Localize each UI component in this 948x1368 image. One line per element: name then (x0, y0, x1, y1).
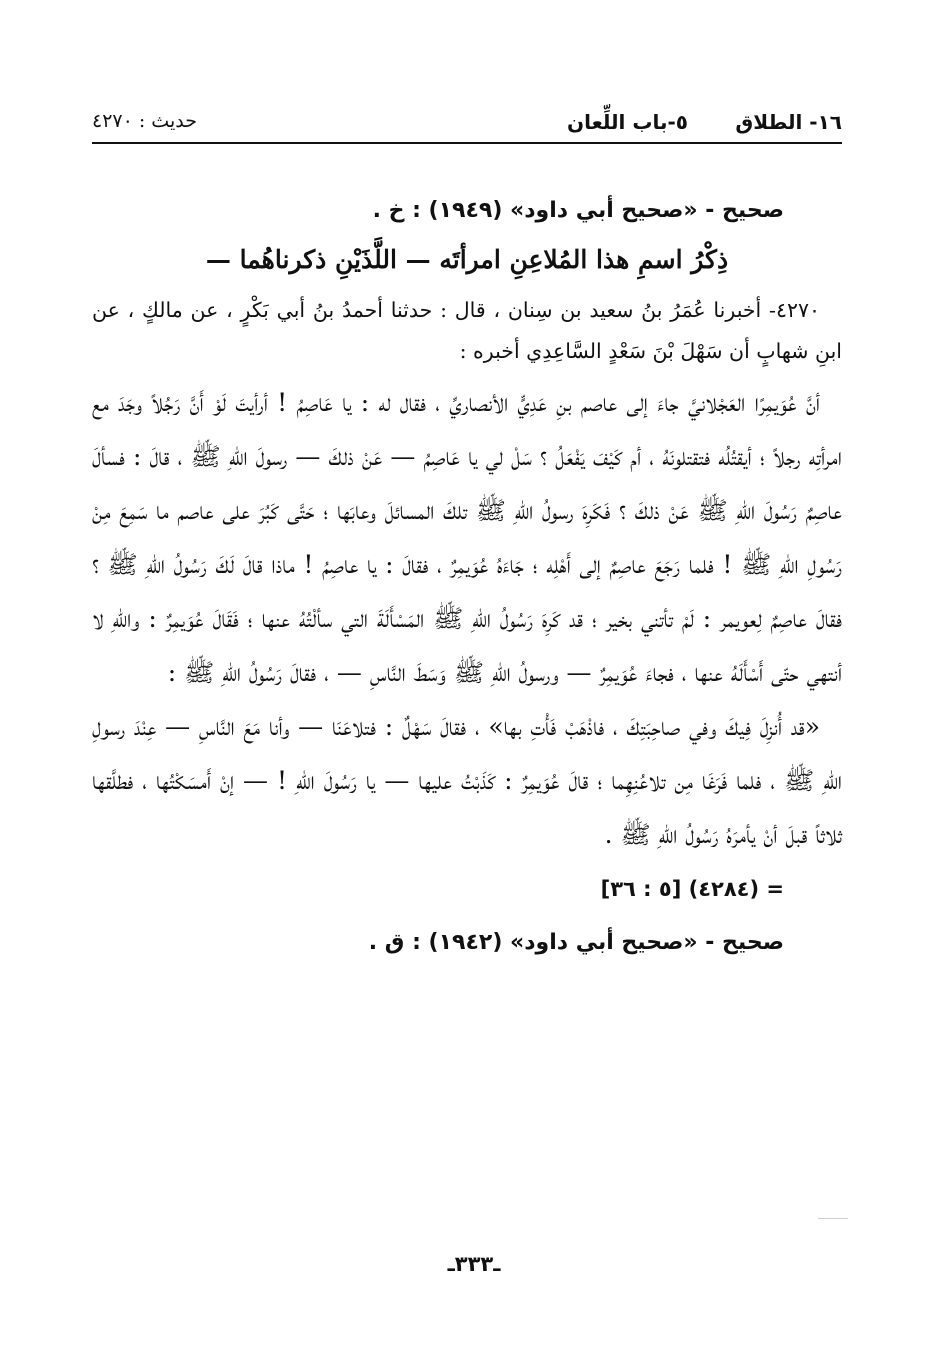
section-title: ٥-باب اللِّعان (567, 110, 688, 134)
running-header (92, 106, 842, 140)
scan-artifact-line (818, 1218, 848, 1219)
header-divider (92, 142, 842, 144)
chapter-heading: ذِكْرُ اسمِ هذا المُلاعِنِ امرأتَه — اللَّذَيْنِ ذكرناهُما — (205, 245, 729, 274)
previous-hadith-grade: صحيح - «صحيح أبي داود» (١٩٤٩) : خ . (372, 198, 784, 223)
hadith-text-paragraph-1: أنَّ عُوَيمِرًا العَجْلانيَّ جاءَ إلى عاصم بنِ عَدِيٍّ الأنصاريِّ ، فقال له : يا عَاصِمُ ! أرأيتَ لَوْ أَنَّ رَجُلاً وجَدَ مع امرأتِه رجلاً ؛ أيقتُلُه فتقتلونَهُ ، أم كَيْفَ يَفْعَلُ ؟ سَلْ لي يا عَاصِمُ — عَنْ ذلكَ — رسولَ اللّهِ ﷺ ، قالَ : فسألَ عاصِمٌ رَسُولَ اللّهِ ﷺ عَنْ ذلكَ ؟ فَكَرِهَ رسولُ اللّهِ ﷺ تلكَ المسائلَ وعابَها ؛ حَتَّى كَبُرَ على عاصم ما سَمِعَ مِنْ رَسُولِ اللّهِ ﷺ ! فلما رَجَعَ عاصِمٌ إلى أَهْلِه ؛ جَاءَهُ عُوَيمِرٌ ، فقالَ : يا عاصِمُ ! ماذا قالَ لَكَ رَسُولُ اللّهِ ﷺ ؟ فقالَ عاصِمٌ لِعويمر : لَمْ تأتني بخير ؛ قد كَرِهَ رَسُولُ اللّهِ ﷺ المَسْأَلَةَ التي سألْتُهُ عنها ؛ فَقَالَ عُوَيمِرٌ : واللّهِ لا أنتهي حتّى أَسْأَلَهُ عنها ، فجاءَ عُوَيمِرٌ — ورسولُ اللّهِ ﷺ وَسَطَ النَّاسِ — ، فقالَ رَسُولُ اللّهِ ﷺ : (92, 388, 842, 687)
page-number: ـ٣٣٣ـ (447, 1252, 501, 1276)
hadith-reference: حديث : ٤٢٧٠ (92, 110, 197, 132)
chapter-title: ١٦- الطلاق (735, 110, 842, 134)
hadith-text-paragraph-2: «قد أُنزِلَ فِيكَ وفي صاحِبَتِكَ ، فاذْهَبْ فَأْتِ بها» ، فقالَ سَهْلٌ : فتلاعَنَا — وأنا مَعَ النَّاسِ — عِنْدَ رسولِ اللّهِ ﷺ ، فلما فَرَغَا مِن تلاعُنِهِما ؛ قالَ عُوَيمِرٌ : كَذَبْتُ عليها — يا رَسُولَ اللّهِ ! — إنْ أَمسَكْتُها ، فطلَّقها ثلاثاً قبلَ أنْ يأمرَهُ رَسُولُ اللّهِ ﷺ . (92, 712, 842, 849)
hadith-grade: صحيح - «صحيح أبي داود» (١٩٤٢) : ق . (368, 930, 784, 955)
cross-reference: = (٤٢٨٤) [٥ : ٣٦] (600, 877, 784, 901)
page-body (92, 188, 842, 966)
hadith-isnad: ٤٢٧٠- أخبرنا عُمَرُ بنُ سعيد بن سِنان ، قال : حدثنا أحمدُ بنُ أبي بَكْرٍ ، عن مالكٍ ، عن ابنِ شهابٍ أن سَهْلَ بْنَ سَعْدٍ السَّاعِدِي أخبره : (92, 298, 842, 363)
